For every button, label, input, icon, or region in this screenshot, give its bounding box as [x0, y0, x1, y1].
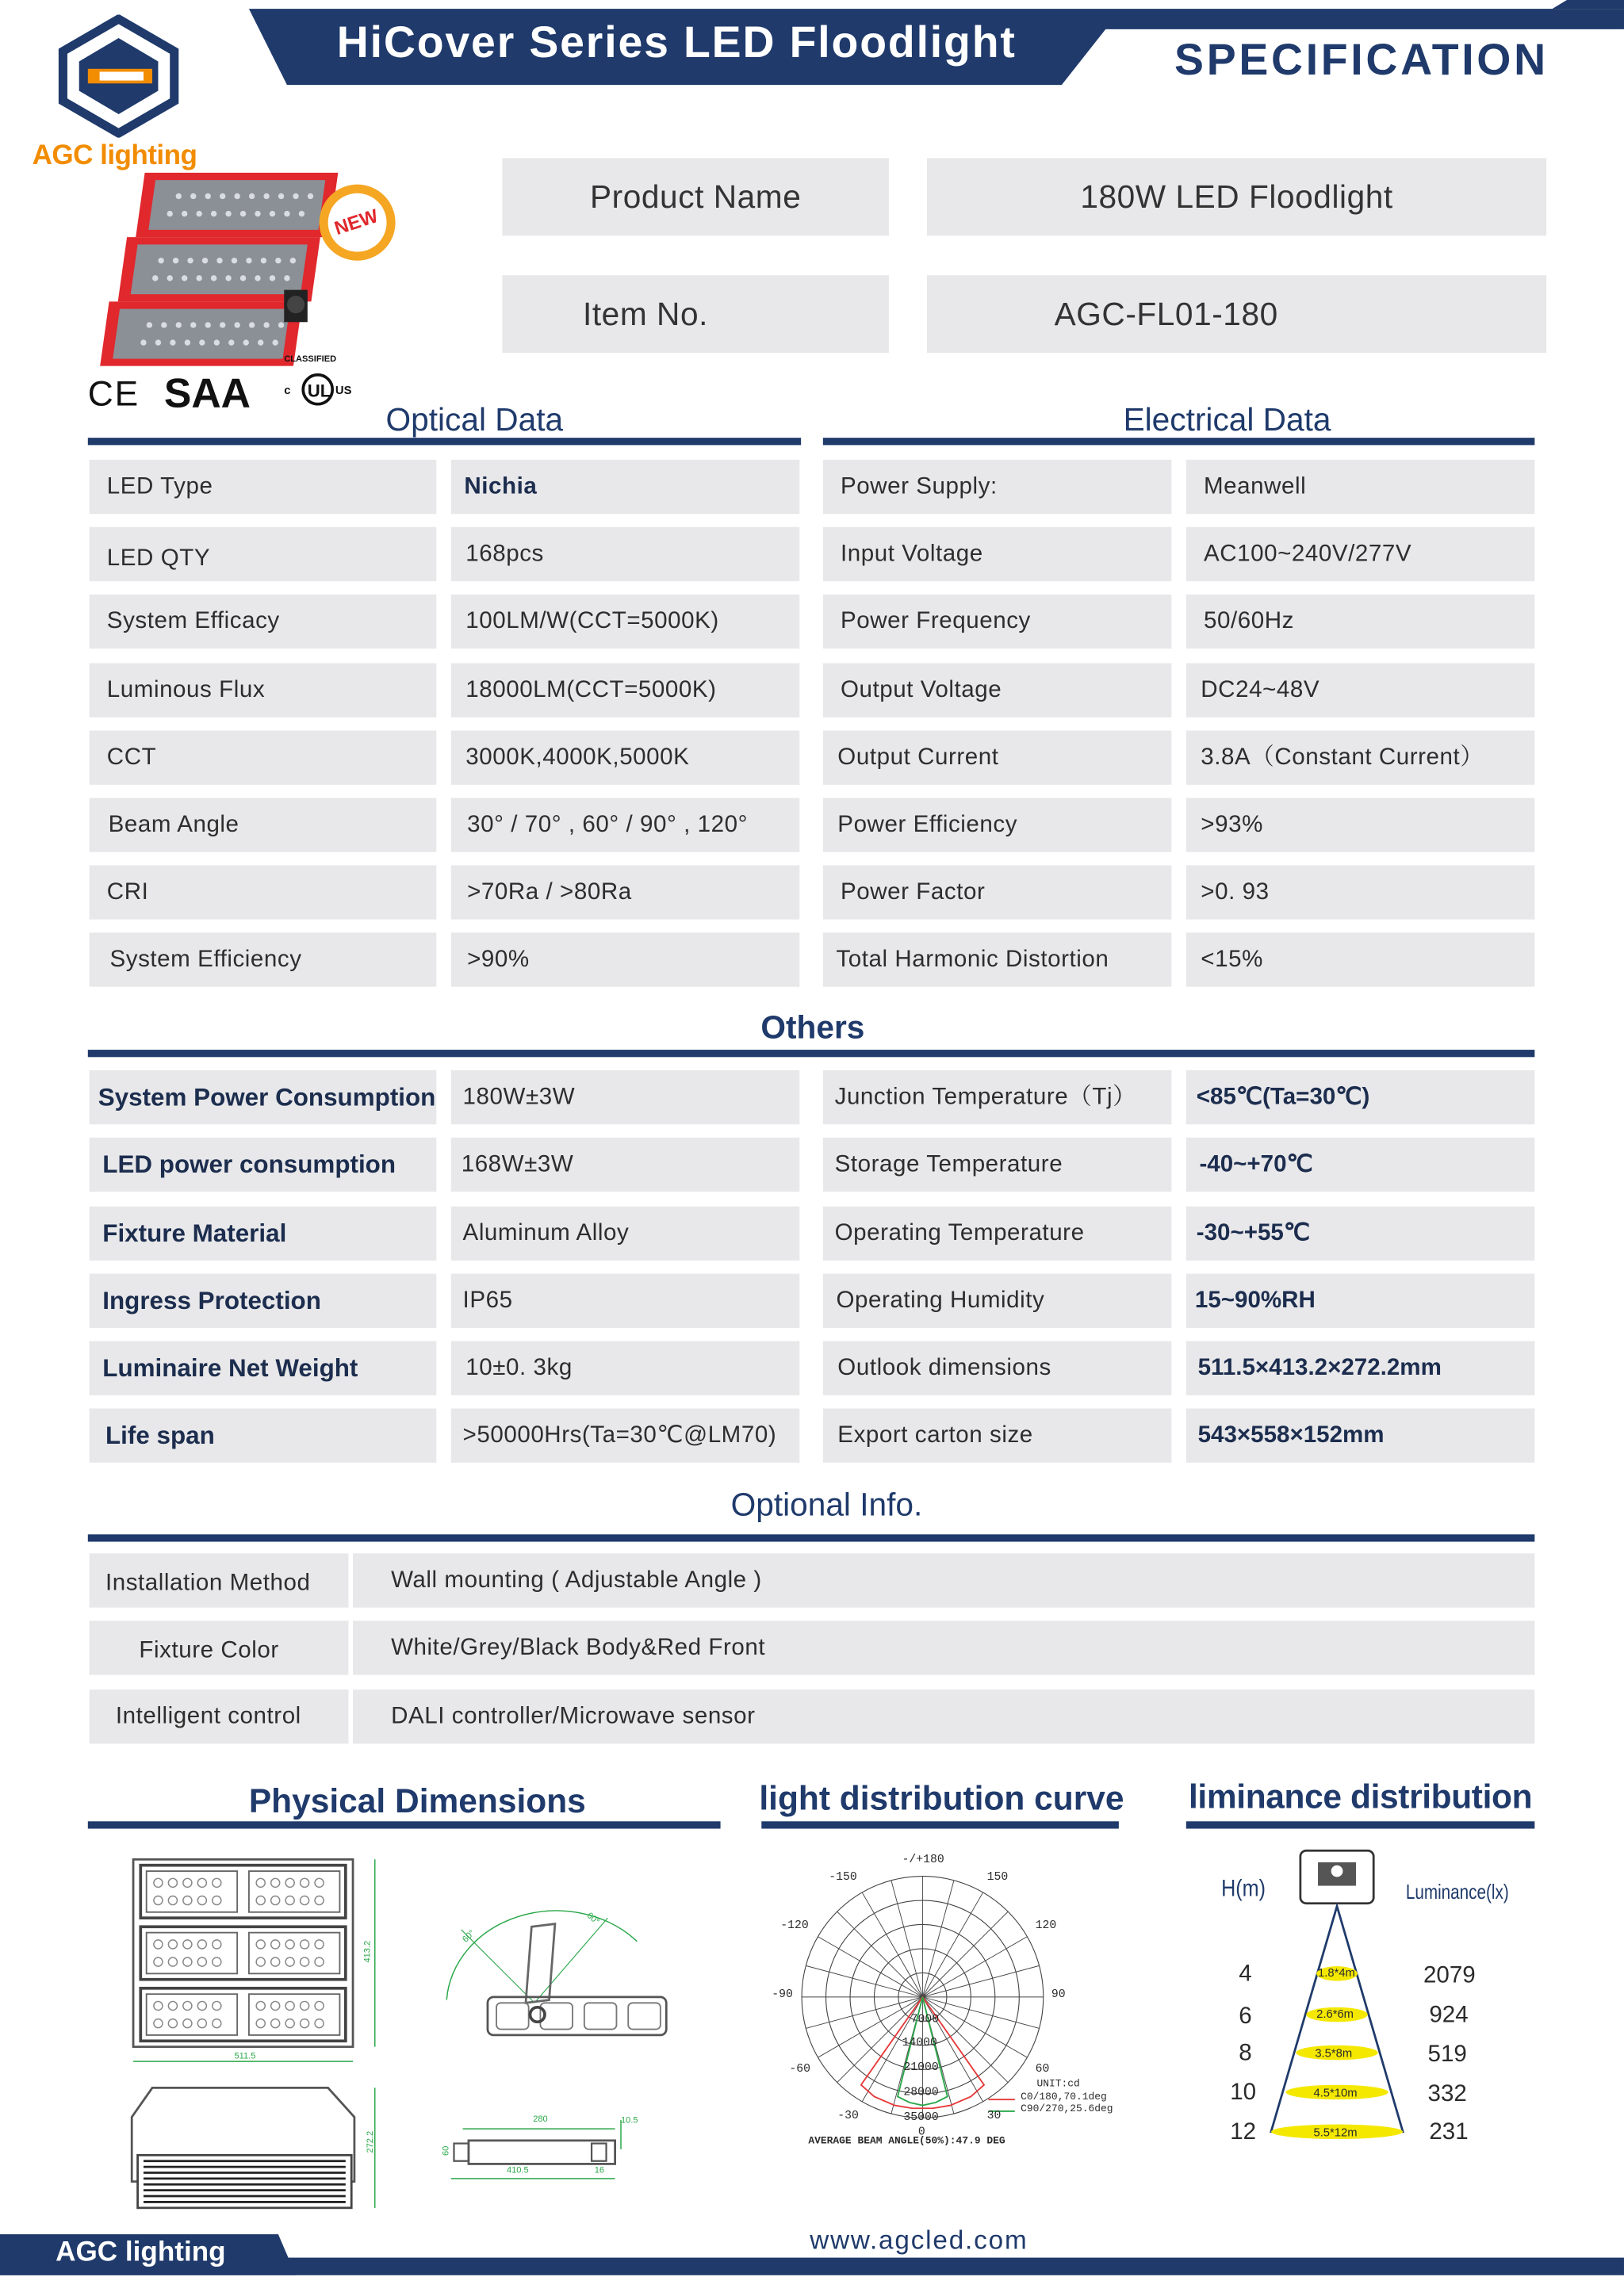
- electrical-value: >0. 93: [1186, 865, 1535, 919]
- illuminance-spot: 1.8*4m: [1318, 1966, 1355, 1980]
- optical-value: 3000K,4000K,5000K: [451, 731, 800, 785]
- optical-value: >70Ra / >80Ra: [451, 865, 800, 919]
- optical-rule: [88, 438, 801, 445]
- saa-mark: SAA: [163, 370, 251, 416]
- polar-legend-c0: C0/180,70.1deg: [1021, 2091, 1107, 2104]
- electrical-value: <15%: [1186, 932, 1535, 986]
- polar-angle-30: 30: [986, 2110, 1002, 2123]
- item-no-value: AGC-FL01-180: [927, 275, 1546, 353]
- illuminance-height: 10: [1230, 2080, 1257, 2106]
- electrical-label: Output Voltage: [823, 664, 1172, 718]
- ul-mark: UL: [307, 381, 331, 401]
- illuminance-lux: 332: [1427, 2082, 1467, 2107]
- polar-ring-28000: 28000: [903, 2086, 939, 2100]
- illuminance-spot: 2.6*6m: [1316, 2007, 1354, 2021]
- illuminance-lux-label: Luminance(lx): [1405, 1880, 1509, 1904]
- dim-width-label: 511.5: [234, 2053, 256, 2062]
- polar-angle-m30: -30: [837, 2110, 859, 2123]
- dim-side-label: 272.2: [366, 2130, 376, 2153]
- optical-label: Beam Angle: [90, 798, 437, 851]
- physical-rule: [88, 1821, 721, 1828]
- optical-label: System Efficiency: [90, 932, 437, 986]
- others-label: Storage Temperature: [823, 1138, 1172, 1192]
- others-label: Fixture Material: [90, 1207, 437, 1261]
- illuminance-h-label: H(m): [1221, 1877, 1266, 1902]
- polar-footer: AVERAGE BEAM ANGLE(50%):47.9 DEG: [808, 2136, 1005, 2149]
- others-value: 15~90%RH: [1186, 1274, 1535, 1328]
- electrical-data-title: Electrical Data: [1123, 400, 1331, 438]
- polar-angle-top: -/+180: [902, 1853, 944, 1867]
- optical-value: 100LM/W(CCT=5000K): [451, 595, 800, 649]
- brand-logo-text: AGC lighting: [32, 140, 197, 172]
- physical-dimensions-title: Physical Dimensions: [248, 1781, 586, 1820]
- optional-value: DALI controller/Microwave sensor: [353, 1689, 1534, 1743]
- polar-legend-c90: C90/270,25.6deg: [1021, 2103, 1113, 2116]
- electrical-label: Power Supply:: [823, 460, 1172, 514]
- illuminance-lux: 231: [1429, 2120, 1469, 2145]
- optional-label: Fixture Color: [90, 1621, 349, 1674]
- illuminance-lux: 519: [1427, 2042, 1467, 2068]
- illuminance-spot: 5.5*12m: [1313, 2126, 1358, 2140]
- optional-label: Installation Method: [90, 1553, 349, 1607]
- dim-bracket-l: 410.5: [506, 2167, 529, 2176]
- electrical-label: Power Efficiency: [823, 798, 1172, 851]
- others-value: 180W±3W: [451, 1070, 800, 1124]
- dim-bracket-d: 16: [594, 2167, 605, 2176]
- dim-bracket-s: 60: [442, 2145, 452, 2156]
- optional-rule: [88, 1534, 1535, 1541]
- electrical-label: Output Current: [823, 731, 1172, 785]
- polar-angle-60: 60: [1035, 2063, 1050, 2076]
- ul-c: c: [284, 383, 291, 397]
- page-title: HiCover Series LED Floodlight: [336, 19, 1017, 67]
- optional-info-title: Optional Info.: [730, 1486, 923, 1523]
- new-badge-label: NEW: [331, 204, 381, 239]
- dim-angle-left: 60°: [462, 1929, 477, 1946]
- electrical-value: 3.8A（Constant Current）: [1186, 731, 1535, 785]
- front-view-drawing: [123, 1854, 401, 2073]
- others-label: Operating Temperature: [823, 1207, 1172, 1261]
- electrical-label: Power Frequency: [823, 595, 1172, 649]
- footer-brand: AGC lighting: [56, 2237, 226, 2268]
- others-label: Ingress Protection: [90, 1274, 437, 1328]
- optical-value: 168pcs: [451, 527, 800, 581]
- illuminance-height: 8: [1239, 2041, 1252, 2066]
- optical-label: CCT: [90, 731, 437, 785]
- illuminance-spot: 3.5*8m: [1315, 2046, 1353, 2061]
- ul-classified: CLASSIFIED: [284, 355, 337, 365]
- others-value: -30~+55℃: [1186, 1207, 1535, 1261]
- polar-angle-120: 120: [1035, 1919, 1057, 1933]
- polar-angle-m120: -120: [780, 1919, 809, 1933]
- illuminance-rule: [1186, 1821, 1535, 1828]
- optical-label: System Efficacy: [90, 595, 437, 649]
- polar-ring-35000: 35000: [903, 2110, 939, 2125]
- illuminance-height: 12: [1230, 2120, 1257, 2145]
- illuminance-height: 4: [1239, 1961, 1252, 1987]
- illuminance-title: liminance distribution: [1189, 1777, 1533, 1816]
- illuminance-height: 6: [1239, 2004, 1252, 2030]
- dim-height-label: 413.2: [363, 1940, 373, 1963]
- others-value: 10±0. 3kg: [451, 1341, 800, 1395]
- optical-value: >90%: [451, 932, 800, 986]
- dim-bracket-h: 10.5: [621, 2117, 638, 2126]
- others-title: Others: [760, 1008, 865, 1046]
- others-value: Aluminum Alloy: [451, 1207, 800, 1261]
- optional-label: Intelligent control: [90, 1689, 349, 1743]
- side-view-drawing: [432, 1897, 681, 2049]
- agc-logo-icon: [56, 14, 182, 137]
- others-value: >50000Hrs(Ta=30℃@LM70): [451, 1409, 800, 1463]
- curve-rule: [761, 1821, 1119, 1828]
- optical-value: 30° / 70° , 60° / 90° , 120°: [451, 798, 800, 851]
- others-label: Junction Temperature（Tj）: [823, 1070, 1172, 1124]
- polar-ring-21000: 21000: [903, 2061, 939, 2075]
- others-value: <85℃(Ta=30℃): [1186, 1070, 1535, 1124]
- optical-data-title: Optical Data: [385, 400, 564, 438]
- others-label: Export carton size: [823, 1409, 1172, 1463]
- footer-website[interactable]: www.agcled.com: [801, 2225, 1036, 2256]
- product-name-value: 180W LED Floodlight: [927, 158, 1546, 235]
- electrical-value: AC100~240V/277V: [1186, 527, 1535, 581]
- optical-value: Nichia: [451, 460, 800, 514]
- others-rule: [88, 1050, 1535, 1057]
- top-view-drawing: [123, 2079, 401, 2219]
- illuminance-diagram: [1259, 1848, 1420, 2147]
- electrical-label: Power Factor: [823, 865, 1172, 919]
- polar-angle-m150: -150: [829, 1871, 857, 1885]
- others-value: 511.5×413.2×272.2mm: [1186, 1341, 1535, 1395]
- polar-angle-m60: -60: [789, 2063, 810, 2076]
- others-label: Luminaire Net Weight: [90, 1341, 437, 1395]
- illuminance-spot: 4.5*10m: [1313, 2086, 1358, 2100]
- polar-unit: UNIT:cd: [1036, 2079, 1080, 2091]
- optional-value: White/Grey/Black Body&Red Front: [353, 1621, 1534, 1674]
- illuminance-lux: 2079: [1423, 1963, 1476, 1988]
- dim-bracket-w: 280: [533, 2115, 548, 2125]
- electrical-value: >93%: [1186, 798, 1535, 851]
- polar-angle-0: 0: [917, 2126, 925, 2140]
- electrical-rule: [823, 438, 1534, 445]
- electrical-label: Total Harmonic Distortion: [823, 932, 1172, 986]
- optical-label: LED Type: [90, 460, 437, 514]
- optical-label: LED QTY: [90, 527, 437, 581]
- product-name-label: Product Name: [502, 158, 889, 235]
- others-value: -40~+70℃: [1186, 1138, 1535, 1192]
- item-no-label: Item No.: [502, 275, 889, 353]
- electrical-value: 50/60Hz: [1186, 595, 1535, 649]
- others-value: IP65: [451, 1274, 800, 1328]
- ul-us: US: [335, 383, 352, 397]
- electrical-value: DC24~48V: [1186, 664, 1535, 718]
- others-label: Life span: [90, 1409, 437, 1463]
- optical-label: Luminous Flux: [90, 664, 437, 718]
- optical-label: CRI: [90, 865, 437, 919]
- spec-label: SPECIFICATION: [1174, 36, 1549, 86]
- ce-mark: CE: [87, 374, 140, 415]
- polar-chart: [769, 1848, 1120, 2164]
- dim-angle-right: 60°: [584, 1911, 601, 1927]
- optical-value: 18000LM(CCT=5000K): [451, 664, 800, 718]
- electrical-value: Meanwell: [1186, 460, 1535, 514]
- others-label: LED power consumption: [90, 1138, 437, 1192]
- light-curve-title: light distribution curve: [759, 1778, 1124, 1817]
- others-value: 168W±3W: [451, 1138, 800, 1192]
- illuminance-lux: 924: [1429, 2003, 1469, 2028]
- polar-ring-7000: 7000: [910, 2013, 940, 2026]
- polar-angle-m90: -90: [772, 1988, 793, 2002]
- polar-angle-150: 150: [986, 1871, 1009, 1885]
- polar-ring-14000: 14000: [902, 2036, 937, 2050]
- others-label: Operating Humidity: [823, 1274, 1172, 1328]
- polar-angle-90: 90: [1051, 1988, 1066, 2002]
- product-photo: [97, 161, 349, 381]
- others-label: Outlook dimensions: [823, 1341, 1172, 1395]
- others-label: System Power Consumption: [90, 1070, 437, 1124]
- electrical-label: Input Voltage: [823, 527, 1172, 581]
- optional-value: Wall mounting ( Adjustable Angle ): [353, 1553, 1534, 1607]
- others-value: 543×558×152mm: [1186, 1409, 1535, 1463]
